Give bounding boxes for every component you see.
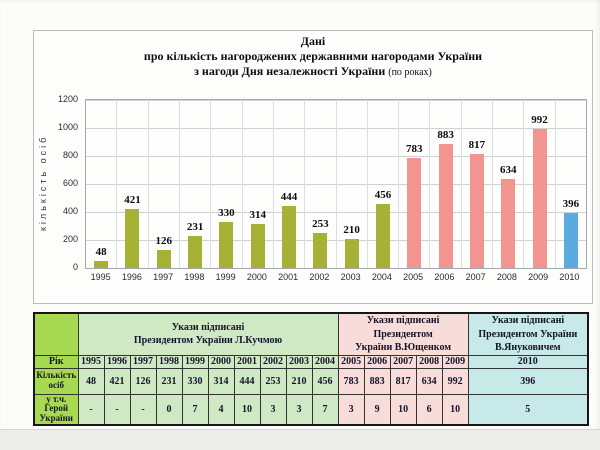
plot-column [430,100,461,268]
bar-2001 [282,206,296,268]
bar-value-label: 126 [155,235,173,247]
x-tick-label: 2010 [559,272,580,282]
plot-column [86,100,117,268]
bar-value-label: 231 [186,221,204,233]
count-cell: 992 [442,368,468,394]
bar-value-label: 253 [312,218,329,230]
bar-2003 [345,239,359,268]
chart-panel [33,30,593,304]
hero-cell: 7 [312,394,338,425]
bar-1995 [94,261,108,268]
plot-column [524,100,555,268]
x-tick-label: 2006 [434,272,455,282]
bar-2009 [533,129,547,268]
count-cell: 421 [104,368,130,394]
hero-cell: 3 [286,394,312,425]
bar-value-label: 444 [280,191,298,203]
x-tick-label: 2008 [496,272,517,282]
chart-title-line2: про кількість нагороджених державними нагородами України [143,49,483,63]
count-cell: 253 [260,368,286,394]
x-tick-label: 1996 [121,272,142,282]
x-tick-label: 2007 [465,272,486,282]
x-tick-label: 1999 [215,272,236,282]
plot-column [337,100,368,268]
year-cell: 1997 [130,355,156,368]
plot-column [274,100,305,268]
y-tick-label: 1200 [57,94,78,104]
year-cell: 1999 [182,355,208,368]
y-axis-ticks [48,94,80,272]
row-label-count: Кількість осіб [34,368,78,394]
count-cell: 314 [208,368,234,394]
scan-bottom-edge [0,429,600,450]
bar-2006 [439,144,453,268]
bar-value-label: 817 [468,139,486,151]
plot-column [243,100,274,268]
x-tick-label: 1997 [153,272,174,282]
bar-1998 [188,236,202,268]
year-cell: 1995 [78,355,104,368]
bar-2007 [470,154,484,268]
x-tick-label: 2003 [340,272,361,282]
hero-cell: 6 [416,394,442,425]
hero-cell: - [130,394,156,425]
section-header-pink: Укази підписані Президентом України В.Ющенком [338,313,468,355]
count-cell: 126 [130,368,156,394]
bar-value-label: 634 [499,164,517,176]
hero-cell: 10 [442,394,468,425]
bar-2005 [407,158,421,268]
table-corner-cell [34,313,78,355]
bar-1999 [219,222,233,268]
count-cell: 783 [338,368,364,394]
bar-1996 [125,209,139,268]
bar-value-label: 992 [531,114,548,126]
bar-value-label: 210 [343,224,360,236]
x-tick-label: 1995 [90,272,111,282]
plot-column [556,100,586,268]
x-tick-label: 2009 [528,272,549,282]
year-cell: 2005 [338,355,364,368]
data-table [33,312,589,426]
x-tick-label: 2002 [309,272,330,282]
y-tick-label: 400 [62,206,78,216]
count-cell: 48 [78,368,104,394]
bar-value-label: 456 [374,189,392,201]
bar-1997 [157,250,171,268]
bar-2000 [251,224,265,268]
year-cell: 2002 [260,355,286,368]
year-cell: 2009 [442,355,468,368]
bar-2004 [376,204,390,268]
hero-cell: 10 [234,394,260,425]
bar-2002 [313,233,327,268]
plot-column [117,100,148,268]
table-header-row [34,313,588,355]
bar-value-label: 396 [562,198,580,210]
hero-cell: 10 [390,394,416,425]
plot-column [149,100,180,268]
bar-2010 [564,213,578,268]
plot-area [85,99,587,269]
year-cell: 2004 [312,355,338,368]
hero-cell: 5 [468,394,588,425]
year-cell: 2006 [364,355,390,368]
hero-cell: 4 [208,394,234,425]
plot-column [462,100,493,268]
row-label-hero: у т.ч. Герой України [34,394,78,425]
year-cell: 2007 [390,355,416,368]
chart-title-note: (по роках) [388,67,432,78]
y-axis-title: кількість осіб [38,134,48,232]
hero-cell: 7 [182,394,208,425]
plot-column [368,100,399,268]
bar-value-label: 330 [218,207,235,219]
year-cell: 2008 [416,355,442,368]
count-cell: 396 [468,368,588,394]
chart-title-line3: з нагоди Дня незалежності України (по роках) [194,64,432,78]
bar-2008 [501,179,515,268]
year-cell: 2010 [468,355,588,368]
y-tick-label: 1000 [57,122,78,132]
x-tick-label: 1998 [184,272,205,282]
bar-value-label: 883 [437,129,454,141]
bar-value-label: 48 [95,246,107,258]
bar-value-label: 314 [249,209,266,221]
year-row [34,355,588,368]
count-row [34,368,588,394]
count-cell: 210 [286,368,312,394]
hero-cell: - [78,394,104,425]
x-tick-label: 2005 [403,272,424,282]
bar-value-label: 421 [124,194,141,206]
count-cell: 456 [312,368,338,394]
hero-row [34,394,588,425]
count-cell: 634 [416,368,442,394]
row-label-year: Рік [34,355,78,368]
chart-title-line1: Дані [300,34,326,48]
count-cell: 231 [156,368,182,394]
count-cell: 330 [182,368,208,394]
year-cell: 1996 [104,355,130,368]
year-cell: 2000 [208,355,234,368]
section-header-cyan: Укази підписані Президентом України В.Януковичем [468,313,588,355]
y-tick-label: 0 [72,262,78,272]
hero-cell: 3 [338,394,364,425]
year-cell: 2003 [286,355,312,368]
x-tick-label: 2000 [246,272,267,282]
hero-cell: 9 [364,394,390,425]
y-tick-label: 800 [62,150,78,160]
count-cell: 444 [234,368,260,394]
plot-column [305,100,336,268]
section-header-green: Укази підписані Президентом України Л.Кучмою [78,313,338,355]
x-tick-label: 2004 [371,272,392,282]
plot-column [211,100,242,268]
hero-cell: 0 [156,394,182,425]
x-tick-label: 2001 [278,272,299,282]
year-cell: 1998 [156,355,182,368]
year-cell: 2001 [234,355,260,368]
plot-column [180,100,211,268]
hero-cell: - [104,394,130,425]
chart-title [34,31,592,80]
plot-column [399,100,430,268]
count-cell: 817 [390,368,416,394]
y-tick-label: 200 [62,234,78,244]
x-axis-labels [85,272,585,282]
y-tick-label: 600 [62,178,78,188]
hero-cell: 3 [260,394,286,425]
bar-value-label: 783 [406,143,423,155]
plot-column [493,100,524,268]
count-cell: 883 [364,368,390,394]
